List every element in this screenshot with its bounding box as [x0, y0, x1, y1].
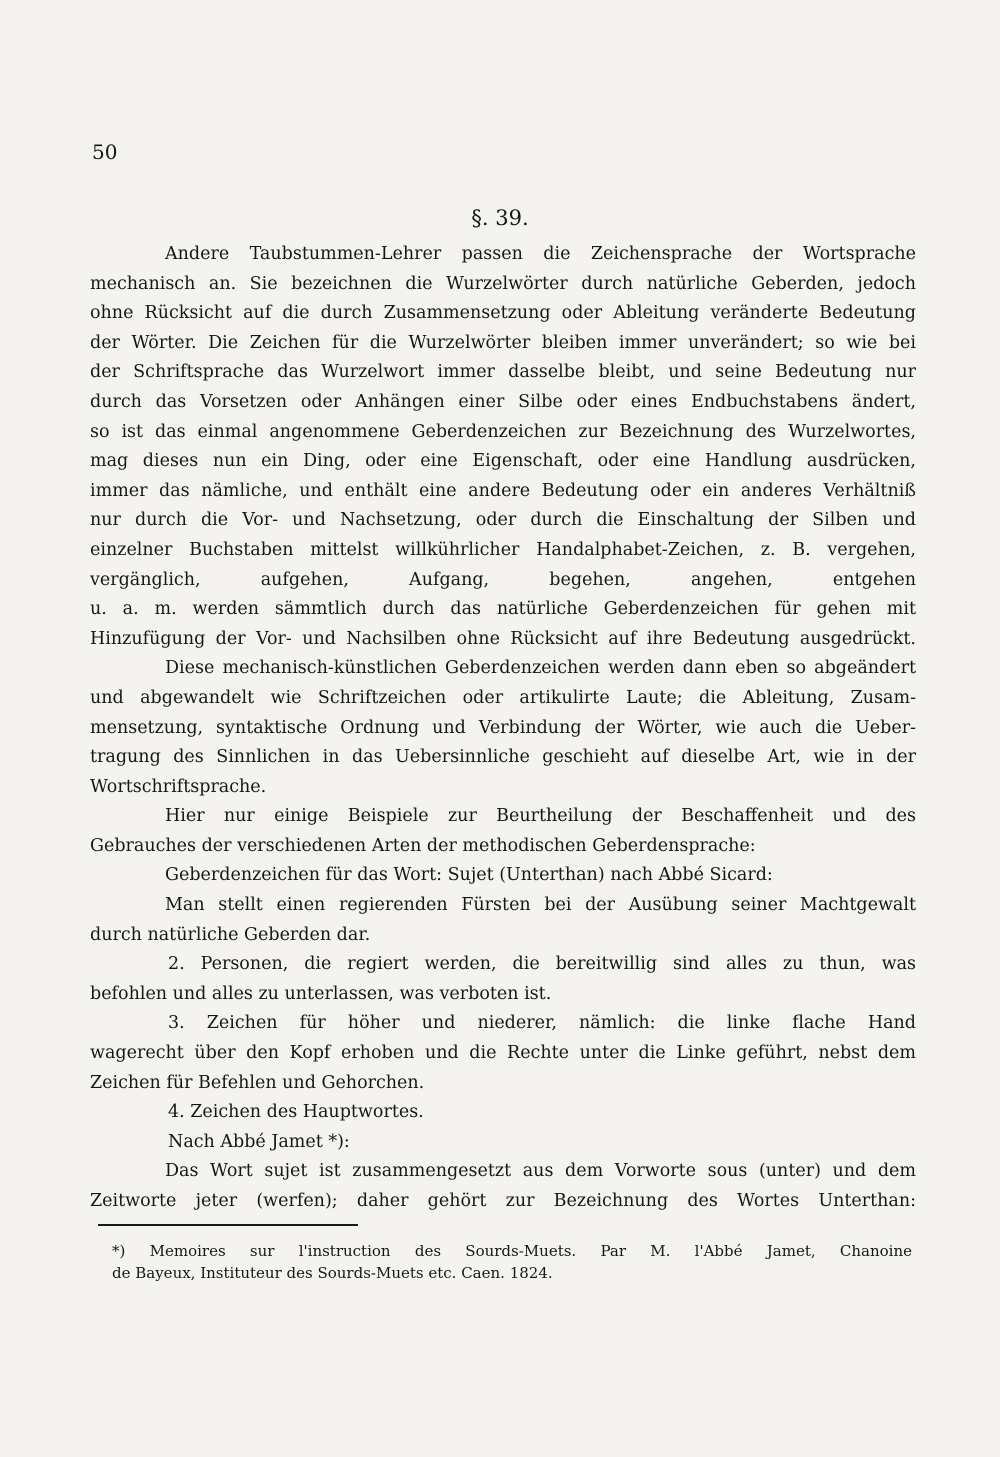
- text-line: Gebrauches der verschiedenen Arten der methodischen Geberdensprache:: [90, 835, 756, 856]
- text-line: Man stellt einen regierenden Fürsten bei der Ausübung seiner Machtgewalt: [165, 895, 916, 916]
- text-line: 3. Zeichen für höher und niederer, nämlich: die linke flache Hand: [168, 1013, 916, 1034]
- text-line: nur durch die Vor- und Nachsetzung, oder durch die Einschaltung der Silben und: [90, 510, 916, 531]
- section-heading: §. 39.: [471, 206, 529, 230]
- footnote-divider: [98, 1224, 358, 1226]
- footnote-line: *) Memoires sur l'instruction des Sourds-Muets. Par M. l'Abbé Jamet, Chanoine: [112, 1242, 912, 1260]
- text-line: Nach Abbé Jamet *):: [168, 1131, 350, 1152]
- text-line: der Schriftsprache das Wurzelwort immer dasselbe bleibt, und seine Bedeutung nur: [90, 362, 916, 383]
- text-line: mensetzung, syntaktische Ordnung und Verbindung der Wörter, wie auch die Ueber-: [90, 717, 916, 738]
- text-line: Diese mechanisch-künstlichen Geberdenzeichen werden dann eben so abgeändert: [165, 658, 916, 679]
- text-line: immer das nämliche, und enthält eine andere Bedeutung oder ein anderes Verhältniß: [90, 480, 916, 501]
- text-line: Geberdenzeichen für das Wort: Sujet (Unterthan) nach Abbé Sicard:: [165, 865, 773, 886]
- text-line: Zeichen für Befehlen und Gehorchen.: [90, 1072, 425, 1093]
- text-line: einzelner Buchstaben mittelst willkührlicher Handalphabet-Zeichen, z. B. vergehen,: [90, 539, 916, 560]
- text-line: durch das Vorsetzen oder Anhängen einer Silbe oder eines Endbuchstabens ändert,: [90, 391, 916, 412]
- text-line: mag dieses nun ein Ding, oder eine Eigenschaft, oder eine Handlung ausdrücken,: [90, 451, 916, 472]
- text-line: Das Wort sujet ist zusammengesetzt aus dem Vorworte sous (unter) und dem: [165, 1161, 916, 1182]
- text-line: Andere Taubstummen-Lehrer passen die Zeichensprache der Wortsprache: [165, 244, 916, 264]
- text-line: mechanisch an. Sie bezeichnen die Wurzelwörter durch natürliche Geberden, jedoch: [90, 273, 916, 294]
- text-line: und abgewandelt wie Schriftzeichen oder artikulirte Laute; die Ableitung, Zusam-: [90, 687, 916, 708]
- text-line: ohne Rücksicht auf die durch Zusammensetzung oder Ableitung veränderte Bedeutung: [90, 303, 916, 324]
- body-text: [90, 240, 916, 1217]
- text-line: Wortschriftsprache.: [90, 776, 267, 797]
- text-line: u. a. m. werden sämmtlich durch das natürliche Geberdenzeichen für gehen mit: [90, 599, 916, 620]
- text-line: 4. Zeichen des Hauptwortes.: [168, 1102, 424, 1123]
- footnote-line: de Bayeux, Instituteur des Sourds-Muets etc. Caen. 1824.: [112, 1264, 553, 1282]
- text-line: 2. Personen, die regiert werden, die bereitwillig sind alles zu thun, was: [168, 954, 916, 975]
- text-line: Hinzufügung der Vor- und Nachsilben ohne Rücksicht auf ihre Bedeutung ausgedrückt.: [90, 628, 916, 649]
- text-line: tragung des Sinnlichen in das Uebersinnliche geschieht auf dieselbe Art, wie in der: [90, 747, 916, 768]
- text-line: wagerecht über den Kopf erhoben und die Rechte unter die Linke geführt, nebst dem: [90, 1043, 916, 1064]
- text-line: befohlen und alles zu unterlassen, was verboten ist.: [90, 983, 552, 1004]
- text-line: so ist das einmal angenommene Geberdenzeichen zur Bezeichnung des Wurzelwortes,: [90, 421, 916, 442]
- text-line: Zeitworte jeter (werfen); daher gehört zur Bezeichnung des Wortes Unterthan:: [90, 1191, 916, 1211]
- text-line: Hier nur einige Beispiele zur Beurtheilung der Beschaffenheit und des: [165, 806, 916, 827]
- text-line: der Wörter. Die Zeichen für die Wurzelwörter bleiben immer unverändert; so wie bei: [90, 332, 916, 353]
- text-line: vergänglich, aufgehen, Aufgang, begehen, angehen, entgehen: [90, 569, 916, 590]
- page-number: 50: [92, 140, 118, 164]
- text-line: durch natürliche Geberden dar.: [90, 924, 371, 945]
- footnotes: [112, 1240, 912, 1284]
